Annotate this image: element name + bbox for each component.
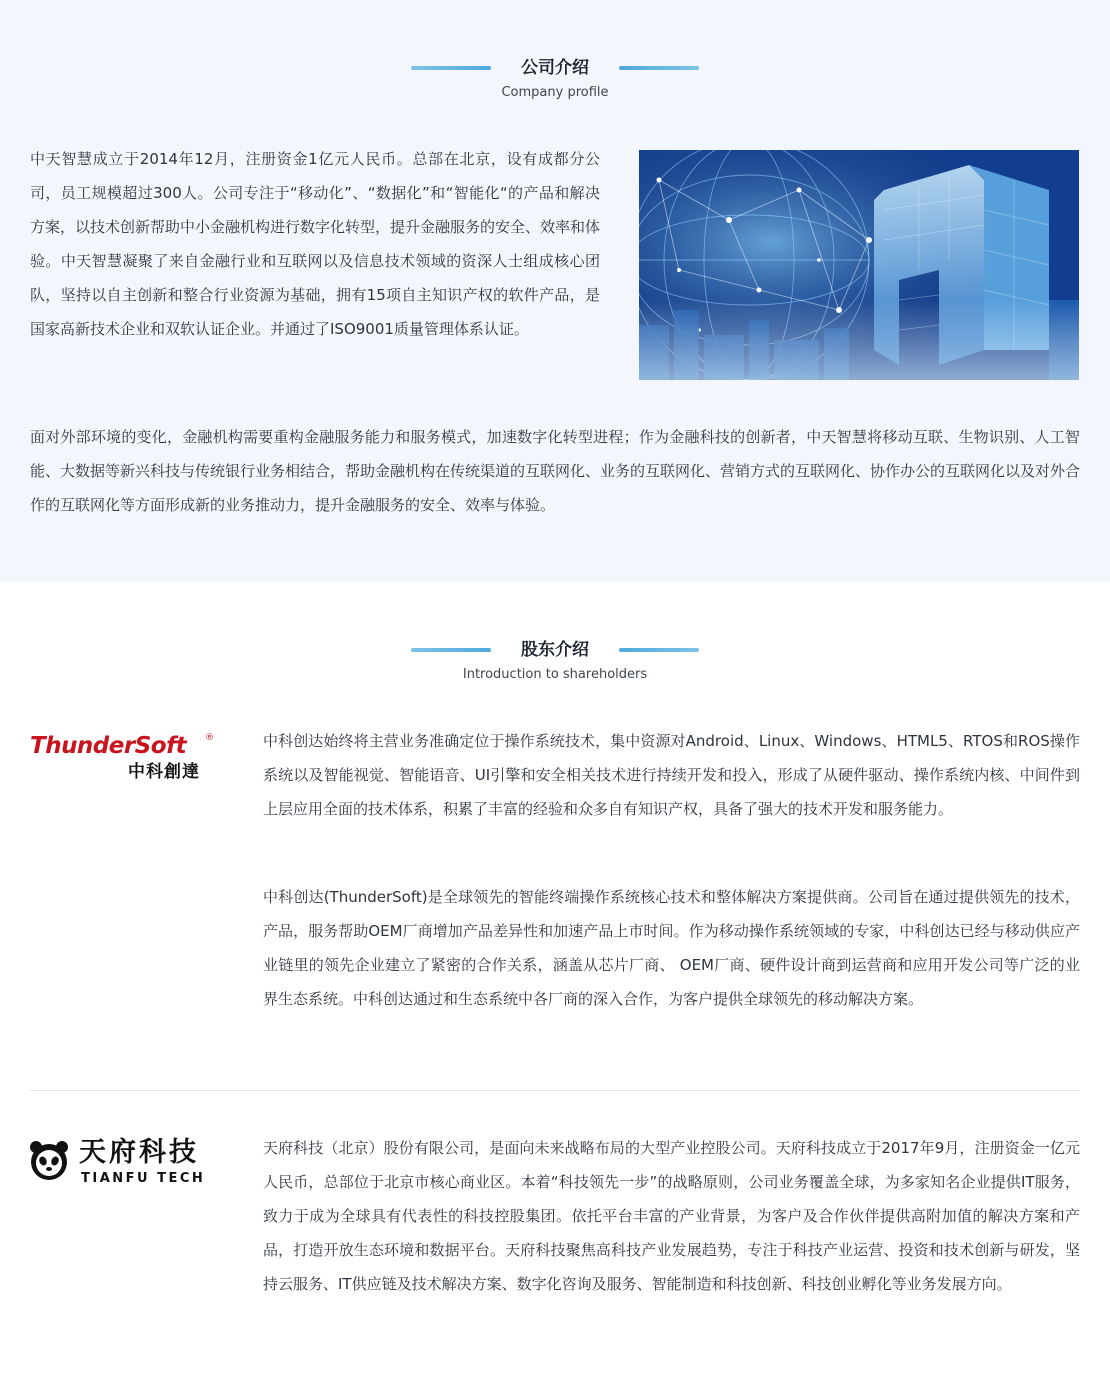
tianfu-paragraph-1: 天府科技（北京）股份有限公司，是面向未来战略布局的大型产业控股公司。天府科技成立于2017年9月，注册资金一亿元人民币，总部位于北京市核心商业区。本着“科技领先一步”的战略原则，公司业务覆盖全球，为多家知名企业提供IT服务，致力于成为全球具有代表性的科技控股集团。依托平台丰富的产业背景，为客户及合作伙伴提供高附加值的解决方案和产品，打造开放生态环境和数据平台。天府科技聚焦高科技产业发展趋势，专注于科技产业运营、投资和技术创新与研发，坚持云服务、IT供应链及技术解决方案、数字化咨询及服务、智能制造和科技创新、科技创业孵化等业务发展方向。	[263, 1139, 1080, 1293]
shareholder-divider	[30, 1090, 1080, 1091]
thundersoft-logo-cn: 中科創達	[128, 762, 200, 782]
tianfu-logo	[29, 1138, 219, 1190]
company-profile-section	[0, 0, 1110, 582]
company-heading	[0, 57, 1110, 101]
tianfu-logo-cn: 天府科技	[79, 1137, 199, 1168]
heading-bar-right	[619, 66, 699, 70]
thundersoft-logo	[30, 733, 220, 785]
shareholders-subtitle: Introduction to shareholders	[462, 667, 648, 682]
city-network-image	[639, 150, 1079, 380]
thundersoft-logo-text: ThunderSoft	[30, 733, 187, 759]
heading-bar-right	[619, 648, 699, 652]
company-paragraph-1: 中天智慧成立于2014年12月，注册资金1亿元人民币。总部在北京，设有成都分公司，员工规模超过300人。公司专注于“移动化”、“数据化”和“智能化“的产品和解决方案，以技术创新帮助中小金融机构进行数字化转型，提升金融服务的安全、效率和体验。中天智慧凝聚了来自金融行业和互联网以及信息技术领域的资深人士组成核心团队，坚持以自主创新和整合行业资源为基础，拥有15项自主知识产权的软件产品，是国家高新技术企业和双软认证企业。并通过了ISO9001质量管理体系认证。	[30, 150, 601, 338]
company-subtitle: Company profile	[501, 85, 609, 100]
panda-icon	[29, 1140, 69, 1182]
thundersoft-paragraph-1: 中科创达始终将主营业务准确定位于操作系统技术，集中资源对Android、Linux、Windows、HTML5、RTOS和ROS操作系统以及智能视觉、智能语音、UI引擎和安全相关技术进行持续开发和投入，形成了从硬件驱动、操作系统内核、中间件到上层应用全面的技术体系，积累了丰富的经验和众多自有知识产权，具备了强大的技术开发和服务能力。	[263, 732, 1080, 818]
thundersoft-paragraph-2: 中科创达(ThunderSoft)是全球领先的智能终端操作系统核心技术和整体解决方案提供商。公司旨在通过提供领先的技术，产品，服务帮助OEM厂商增加产品差异性和加速产品上市时间。作为移动操作系统领域的专家，中科创达已经与移动供应产业链里的领先企业建立了紧密的合作关系，涵盖从芯片厂商、 OEM厂商、硬件设计商到运营商和应用开发公司等广泛的业界生态系统。中科创达通过和生态系统中各厂商的深入合作，为客户提供全球领先的移动解决方案。	[263, 888, 1080, 1008]
company-title: 公司介绍	[521, 58, 589, 78]
shareholders-title: 股东介绍	[521, 640, 589, 660]
heading-bar-left	[411, 648, 491, 652]
company-paragraph-2: 面对外部环境的变化，金融机构需要重构金融服务能力和服务模式，加速数字化转型进程；作为金融科技的创新者，中天智慧将移动互联、生物识别、人工智能、大数据等新兴科技与传统银行业务相结合，帮助金融机构在传统渠道的互联网化、业务的互联网化、营销方式的互联网化、协作办公的互联网化以及对外合作的互联网化等方面形成新的业务推动力，提升金融服务的安全、效率与体验。	[30, 428, 1081, 514]
registered-mark: ®	[205, 733, 214, 743]
heading-bar-left	[411, 66, 491, 70]
shareholders-heading	[0, 639, 1110, 683]
tianfu-logo-en: TIANFU TECH	[81, 1171, 206, 1186]
